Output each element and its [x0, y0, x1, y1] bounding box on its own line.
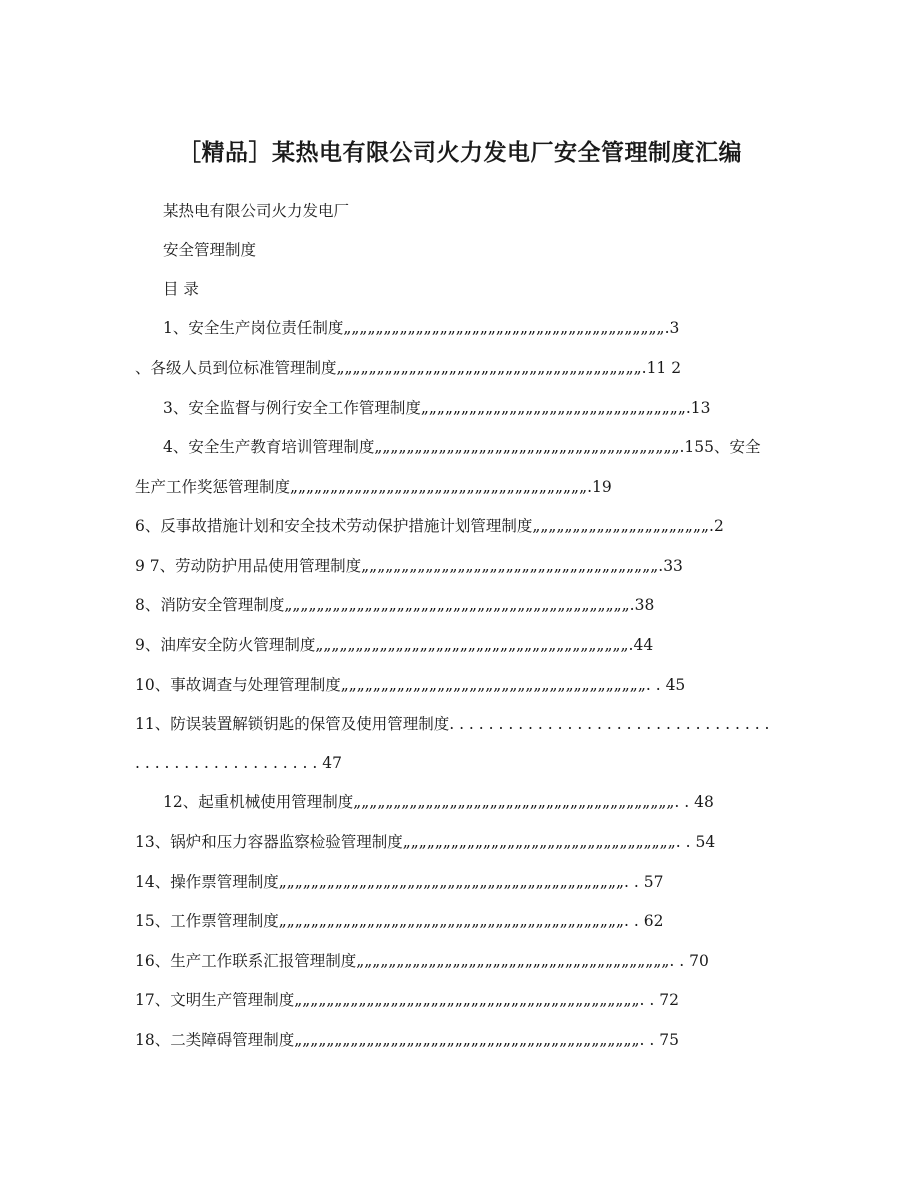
document-subtitle: 安全管理制度 — [163, 241, 257, 259]
toc-entry: 14、操作票管理制度„„„„„„„„„„„„„„„„„„„„„„„„„„„„„„„„„„„„„„„„„„„. . 57 — [135, 873, 664, 891]
toc-entry: 6、反事故措施计划和安全技术劳动保护措施计划管理制度„„„„„„„„„„„„„„„„„„„„„„.2 — [135, 517, 724, 535]
toc-entry: 4、安全生产教育培训管理制度„„„„„„„„„„„„„„„„„„„„„„„„„„„„„„„„„„„„„„.155、安全 — [163, 438, 761, 456]
toc-entry: 18、二类障碍管理制度„„„„„„„„„„„„„„„„„„„„„„„„„„„„„„„„„„„„„„„„„„„. . 75 — [135, 1031, 679, 1049]
toc-entry: 9、油库安全防火管理制度„„„„„„„„„„„„„„„„„„„„„„„„„„„„„„„„„„„„„„„.44 — [135, 636, 654, 654]
toc-entry: 15、工作票管理制度„„„„„„„„„„„„„„„„„„„„„„„„„„„„„„„„„„„„„„„„„„„. . 62 — [135, 912, 664, 930]
toc-entry: 9 7、劳动防护用品使用管理制度„„„„„„„„„„„„„„„„„„„„„„„„„„„„„„„„„„„„„.33 — [135, 557, 683, 575]
toc-heading: 目 录 — [163, 280, 199, 298]
toc-entry: 12、起重机械使用管理制度„„„„„„„„„„„„„„„„„„„„„„„„„„„„„„„„„„„„„„„„. . 48 — [163, 793, 714, 811]
company-name: 某热电有限公司火力发电厂 — [163, 202, 350, 220]
toc-entry: 8、消防安全管理制度„„„„„„„„„„„„„„„„„„„„„„„„„„„„„„„„„„„„„„„„„„„.38 — [135, 596, 655, 614]
toc-entry: 、各级人员到位标准管理制度„„„„„„„„„„„„„„„„„„„„„„„„„„„„„„„„„„„„„„.11 2 — [135, 359, 682, 377]
toc-entry: 16、生产工作联系汇报管理制度„„„„„„„„„„„„„„„„„„„„„„„„„„„„„„„„„„„„„„„. . 70 — [135, 952, 709, 970]
toc-entry: 11、防误装置解锁钥匙的保管及使用管理制度. . . . . . . . . . . . . . . . . . . . . . . . . . . . . . . . . — [135, 715, 770, 733]
toc-entry: 13、锅炉和压力容器监察检验管理制度„„„„„„„„„„„„„„„„„„„„„„„„„„„„„„„„„„. . 54 — [135, 833, 716, 851]
document-title: ［精品］某热电有限公司火力发电厂安全管理制度汇编 — [178, 139, 742, 166]
toc-entry: 生产工作奖惩管理制度„„„„„„„„„„„„„„„„„„„„„„„„„„„„„„„„„„„„„.19 — [135, 478, 612, 496]
toc-entry: 10、事故调查与处理管理制度„„„„„„„„„„„„„„„„„„„„„„„„„„„„„„„„„„„„„„. . 45 — [135, 676, 686, 694]
toc-entry: . . . . . . . . . . . . . . . . . . . 47 — [135, 754, 342, 772]
toc-entry: 1、安全生产岗位责任制度„„„„„„„„„„„„„„„„„„„„„„„„„„„„„„„„„„„„„„„„.3 — [163, 319, 680, 337]
toc-entry: 17、文明生产管理制度„„„„„„„„„„„„„„„„„„„„„„„„„„„„„„„„„„„„„„„„„„„. . 72 — [135, 991, 679, 1009]
toc-entry: 3、安全监督与例行安全工作管理制度„„„„„„„„„„„„„„„„„„„„„„„„„„„„„„„„„.13 — [163, 399, 711, 417]
